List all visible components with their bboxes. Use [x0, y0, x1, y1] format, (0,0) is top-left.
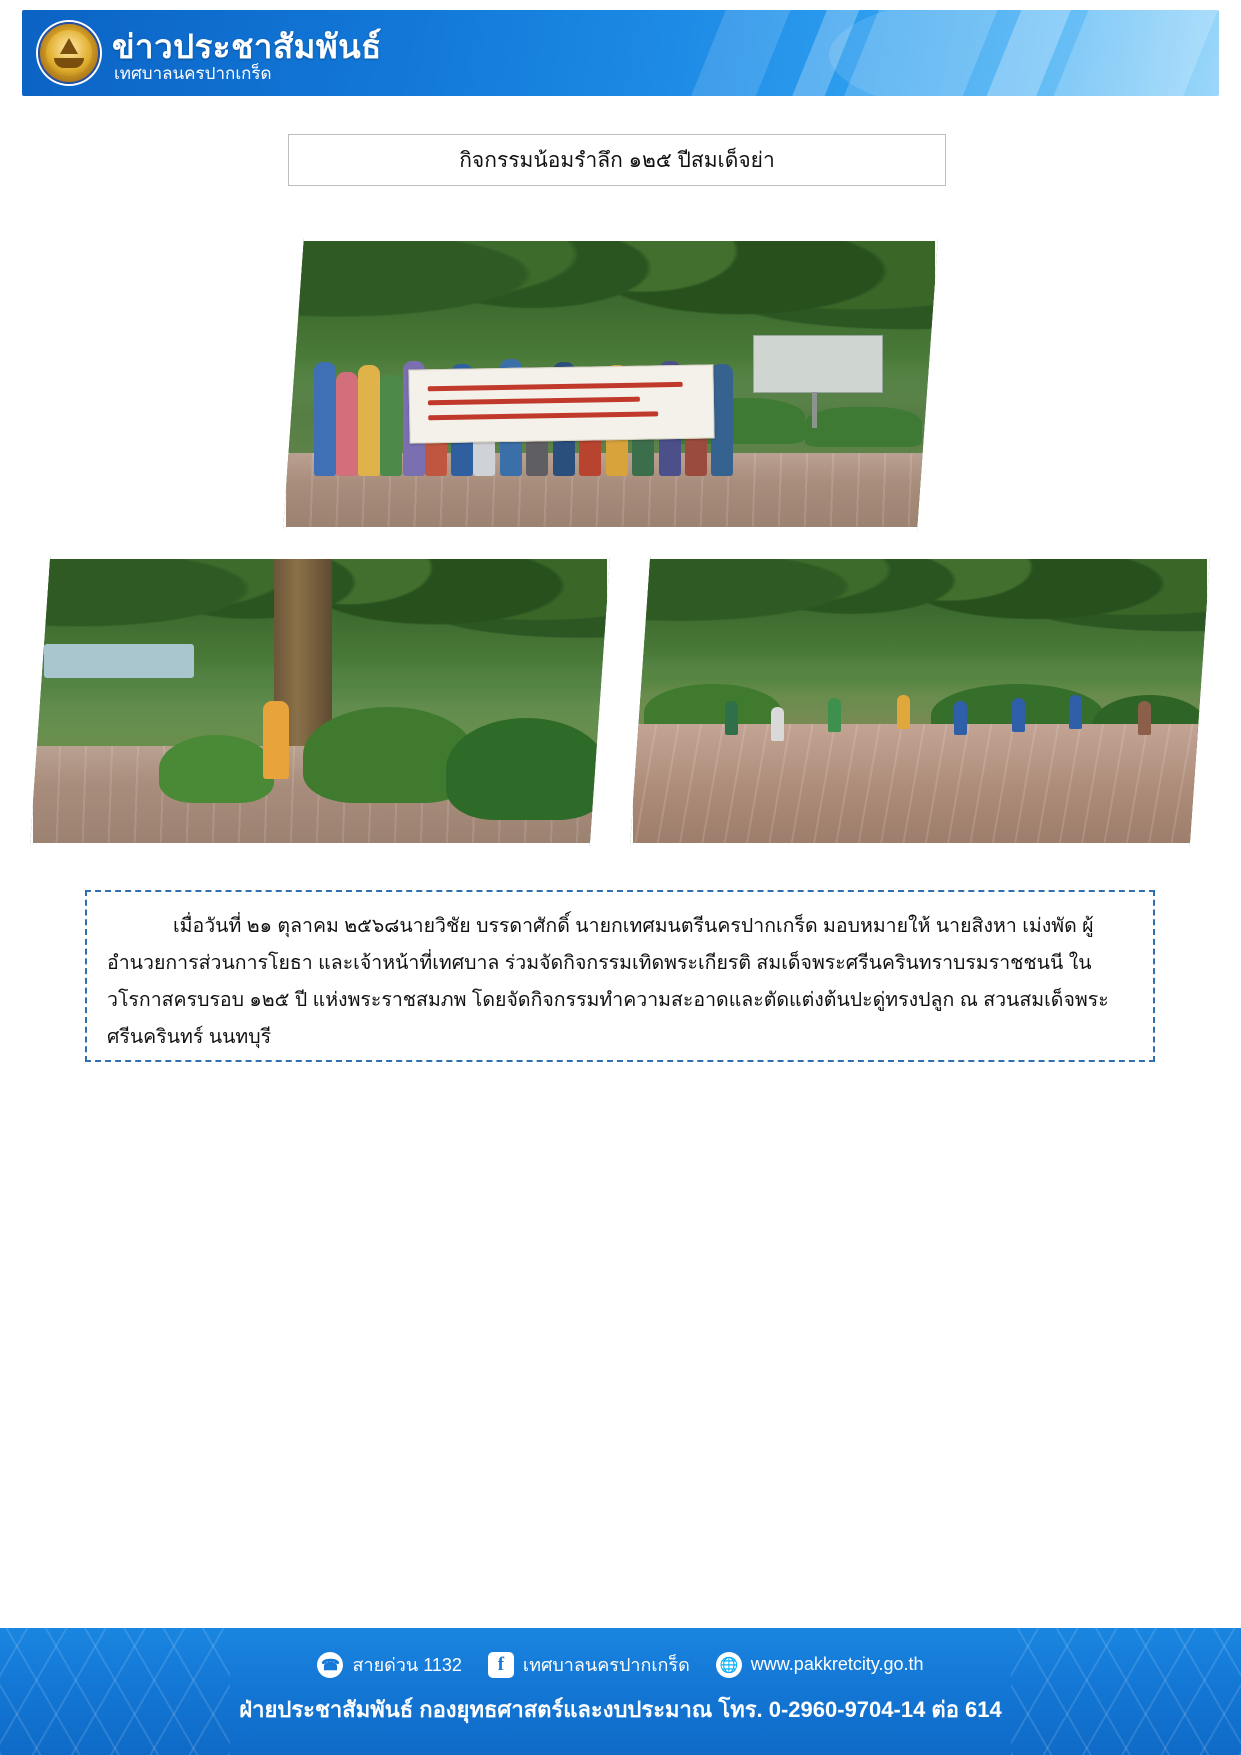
city-seal-inner	[46, 30, 92, 76]
photo-person	[314, 362, 336, 475]
group-photo-with-banner	[283, 238, 938, 530]
description-box	[85, 890, 1155, 1062]
page-content	[0, 108, 1241, 1628]
photo-person	[358, 365, 380, 475]
footer-hotline	[317, 1650, 461, 1679]
photo-park-sign	[753, 335, 883, 392]
photo-person	[336, 372, 358, 476]
photo-tree-canopy	[633, 559, 1207, 695]
worker-trimming-shrub-photo	[30, 556, 610, 846]
page-footer	[0, 1628, 1241, 1755]
photo-worker	[1069, 695, 1082, 729]
photo-person	[380, 375, 402, 476]
staff-cleaning-park-photo	[630, 556, 1210, 846]
photo-lake	[44, 644, 193, 678]
banner-text-line	[428, 382, 683, 391]
document-title-box	[288, 134, 946, 186]
page-subtitle: เทศบาลนครปากเกร็ด	[114, 64, 272, 83]
banner-text-line	[429, 411, 659, 420]
header-stripe	[677, 10, 808, 96]
footer-contact-row	[0, 1650, 1241, 1679]
description-text: เมื่อวันที่ ๒๑ ตุลาคม ๒๕๖๘นายวิชัย บรรดาศักดิ์ นายกเทศมนตรีนครปากเกร็ด มอบหมายให้ นายสิงหา เม่งพัด ผู้อำนวยการส่วนการโยธา และเจ้าหน้าที่เทศบาล ร่วมจัดกิจกรรมเทิดพระเกียรติ สมเด็จพระศรีนครินทราบรมราชชนนี ในวโรกาสครบรอบ ๑๒๕ ปี แห่งพระราชสมภพ โดยจัดกิจกรรมทำความสะอาดและตัดแต่งต้นปะดู่ทรงปลูก ณ สวนสมเด็จพระศรีนครินทร์ นนทบุรี	[107, 915, 1109, 1048]
photo-worker	[725, 701, 738, 735]
photo-worker	[954, 701, 967, 735]
photo-person	[711, 364, 733, 476]
photo-scene	[33, 559, 607, 843]
photo-walkway	[633, 724, 1207, 843]
photo-worker	[828, 698, 841, 732]
globe-icon: 🌐	[716, 1652, 742, 1678]
photo-worker	[771, 707, 784, 741]
footer-website-label: www.pakkretcity.go.th	[750, 1654, 924, 1674]
footer-credit: ฝ่ายประชาสัมพันธ์ กองยุทธศาสตร์และงบประมาณ โทร. 0-2960-9704-14 ต่อ 614	[239, 1697, 1002, 1722]
footer-website[interactable]	[716, 1652, 924, 1678]
page-header	[0, 0, 1241, 108]
photo-worker	[1138, 701, 1151, 735]
photo-worker	[897, 695, 910, 729]
photo-bush	[159, 735, 274, 803]
document-title: กิจกรรมน้อมรำลึก ๑๒๕ ปีสมเด็จย่า	[459, 148, 775, 172]
page-title: ข่าวประชาสัมพันธ์	[112, 28, 382, 65]
photo-scene	[633, 559, 1207, 843]
city-seal-icon	[38, 22, 100, 84]
phone-icon: ☎	[317, 1652, 343, 1678]
facebook-icon: f	[488, 1652, 514, 1678]
photo-event-banner	[409, 364, 715, 444]
photo-hedge	[805, 407, 922, 447]
footer-hotline-label: สายด่วน 1132	[352, 1655, 462, 1675]
photo-worker	[263, 701, 289, 779]
photo-worker	[1012, 698, 1025, 732]
photo-scene	[286, 241, 935, 527]
banner-text-line	[428, 397, 640, 406]
footer-facebook-label: เทศบาลนครปากเกร็ด	[522, 1655, 690, 1675]
photo-bush	[446, 718, 607, 820]
footer-facebook[interactable]	[488, 1650, 690, 1679]
